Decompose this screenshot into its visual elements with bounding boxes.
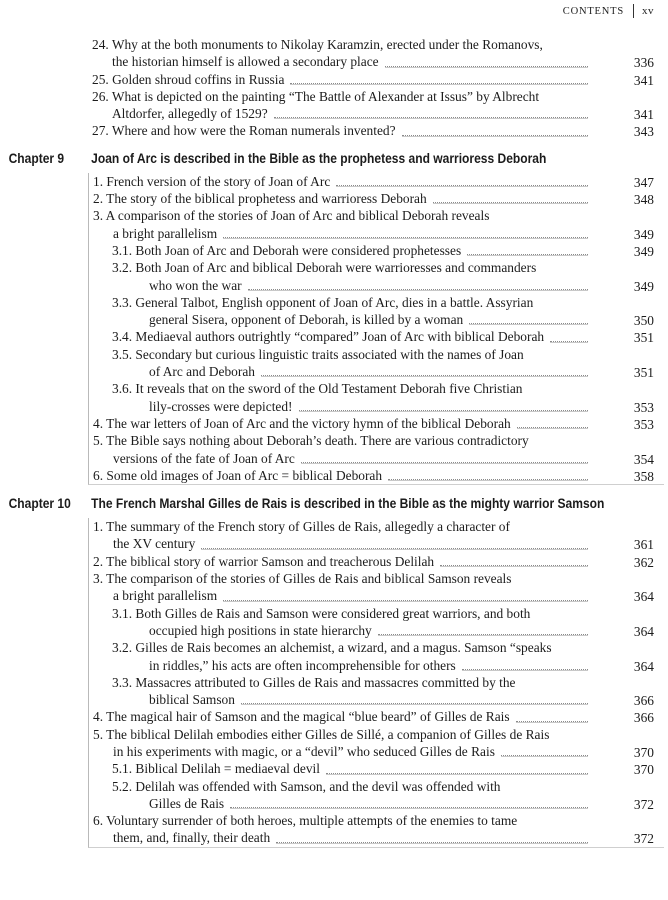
toc-entry-text: 3.4. Mediaeval authors outrightly “compared” Joan of Arc with biblical Deborah <box>112 329 545 345</box>
toc-entry-line <box>112 674 624 691</box>
dot-leader <box>223 237 588 238</box>
toc-entry[interactable] <box>89 570 664 605</box>
toc-page-number: 362 <box>633 554 654 570</box>
toc-entry[interactable] <box>89 432 664 467</box>
toc-page-number: 370 <box>633 744 654 760</box>
toc-entry-text: 6. Some old images of Joan of Arc = biblical Deborah <box>93 467 383 483</box>
toc-page-number: 353 <box>633 399 654 415</box>
toc-entry-text: in riddles,” his acts are often incomprehensible for others <box>149 657 456 673</box>
toc-entry-text: 3.6. It reveals that on the sword of the Old Testament Deborah five Christian <box>112 381 523 397</box>
toc-entry-text: biblical Samson <box>149 692 235 708</box>
toc-entry[interactable] <box>89 674 664 709</box>
toc-entry-text: occupied high positions in state hierarchy <box>149 622 372 638</box>
running-head-page-number: xv <box>642 5 654 17</box>
toc-page-number: 361 <box>633 537 654 553</box>
toc-entry-last-line <box>92 122 624 139</box>
toc-entry-line <box>92 36 624 53</box>
toc-entry-last-line <box>93 173 624 190</box>
toc-entry[interactable] <box>89 553 664 570</box>
toc-entry-text: 5. The biblical Delilah embodies either Gilles de Sillé, a companion of Gilles de Rais <box>93 726 550 742</box>
toc-entry[interactable] <box>88 122 664 139</box>
toc-entry-text: a bright parallelism <box>113 588 218 604</box>
toc-entry-text: 26. What is depicted on the painting “The Battle of Alexander at Issus” by Albrecht <box>92 88 540 104</box>
chapter-heading[interactable] <box>0 148 574 170</box>
toc-page-number: 347 <box>633 174 654 190</box>
toc-entry-line <box>93 726 624 743</box>
toc-entry-line <box>112 639 624 656</box>
toc-entry-last-line <box>112 760 624 777</box>
toc-entry-last-line <box>93 587 624 604</box>
toc-entry-text: 3.3. Massacres attributed to Gilles de Rais and massacres committed by the <box>112 674 516 690</box>
toc-entry-line <box>93 570 624 587</box>
dot-leader <box>467 254 588 255</box>
dot-leader <box>241 703 588 704</box>
toc-entry-text: of Arc and Deborah <box>149 364 255 380</box>
dot-leader <box>433 202 588 203</box>
chapter-entries <box>88 173 664 485</box>
toc-page-number: 349 <box>633 243 654 259</box>
toc-entry-text: 2. The biblical story of warrior Samson and treacherous Delilah <box>93 553 435 569</box>
dot-leader <box>301 462 588 463</box>
toc-entry-last-line <box>93 190 624 207</box>
toc-entry[interactable] <box>89 207 664 242</box>
toc-entry[interactable] <box>89 778 664 813</box>
toc-entry[interactable] <box>88 71 664 88</box>
toc-entry-text: Altdorfer, allegedly of 1529? <box>112 106 268 122</box>
toc-entry[interactable] <box>88 88 664 123</box>
toc-page-number: 341 <box>633 107 654 123</box>
toc-entry-line <box>112 380 624 397</box>
toc-entry-line <box>93 518 624 535</box>
toc-entry-text: 25. Golden shroud coffins in Russia <box>92 71 285 87</box>
toc-entry[interactable] <box>89 190 664 207</box>
toc-entry-text: 3.2. Gilles de Rais becomes an alchemist, a wizard, and a magus. Samson “speaks <box>112 640 552 656</box>
toc-page-number: 372 <box>633 796 654 812</box>
toc-entry-text: 24. Why at the both monuments to Nikolay Karamzin, erected under the Romanovs, <box>92 37 543 52</box>
toc-page-number: 348 <box>633 192 654 208</box>
dot-leader <box>385 66 588 67</box>
toc-entry-line <box>112 294 624 311</box>
toc-entry[interactable] <box>89 242 664 259</box>
dot-leader <box>261 375 588 376</box>
dot-leader <box>462 669 588 670</box>
dot-leader <box>402 135 588 136</box>
toc-page-number: 364 <box>633 589 654 605</box>
toc-entry-last-line <box>93 743 624 760</box>
dot-leader <box>274 117 588 118</box>
toc-entry-line <box>112 259 624 276</box>
toc-entry-last-line <box>93 829 624 846</box>
toc-entry[interactable] <box>89 294 664 329</box>
dot-leader <box>248 289 588 290</box>
toc-entry-text: the XV century <box>113 536 196 552</box>
toc-entry-text: 5.1. Biblical Delilah = mediaeval devil <box>112 761 320 777</box>
toc-entry-text: Gilles de Rais <box>149 795 225 811</box>
toc-entry-last-line <box>93 467 624 484</box>
table-of-contents <box>0 36 668 848</box>
toc-page-number: 366 <box>633 693 654 709</box>
toc-entry-last-line <box>112 363 624 380</box>
toc-entry-text: lily-crosses were depicted! <box>149 398 293 414</box>
dot-leader <box>378 634 588 635</box>
toc-entry-last-line <box>112 242 624 259</box>
toc-entry-text: 1. French version of the story of Joan of Arc <box>93 173 331 189</box>
chapter-title: The French Marshal Gilles de Rais is described in the Bible as the mighty warrior Samson <box>91 495 605 512</box>
toc-page-number: 351 <box>633 365 654 381</box>
toc-entry-last-line <box>93 708 624 725</box>
toc-entry[interactable] <box>89 639 664 674</box>
toc-entry[interactable] <box>89 415 664 432</box>
toc-entry-last-line <box>112 691 624 708</box>
toc-entry-text: who won the war <box>149 277 242 293</box>
chapter-label: Chapter 10 <box>8 495 71 512</box>
toc-entry-text: 3.1. Both Joan of Arc and Deborah were considered prophetesses <box>112 242 462 258</box>
previous-chapter-entries <box>88 36 664 140</box>
toc-page-number: 354 <box>633 451 654 467</box>
dot-leader <box>440 565 588 566</box>
toc-page-number: 349 <box>633 278 654 294</box>
dot-leader <box>223 600 588 601</box>
toc-entry-text: 3. A comparison of the stories of Joan of Arc and biblical Deborah reveals <box>93 208 490 224</box>
toc-entry-text: 3.5. Secondary but curious linguistic traits associated with the names of Joan <box>112 346 524 362</box>
toc-entry[interactable] <box>89 380 664 415</box>
dot-leader <box>290 83 588 84</box>
toc-entry[interactable] <box>89 760 664 777</box>
toc-entry-text: versions of the fate of Joan of Arc <box>113 450 295 466</box>
dot-leader <box>336 185 588 186</box>
toc-entry-last-line <box>93 225 624 242</box>
toc-entry-last-line <box>93 450 624 467</box>
toc-entry[interactable] <box>89 605 664 640</box>
toc-page-number: 358 <box>633 468 654 484</box>
toc-entry[interactable] <box>88 36 664 71</box>
toc-entry-last-line <box>92 105 624 122</box>
toc-entry-last-line <box>112 795 624 812</box>
toc-page-number: 350 <box>633 313 654 329</box>
toc-page-number: 343 <box>633 124 654 140</box>
toc-entry-text: the historian himself is allowed a secondary place <box>112 54 379 70</box>
toc-entry-text: a bright parallelism <box>113 225 218 241</box>
running-head-divider <box>633 4 634 18</box>
dot-leader <box>276 842 588 843</box>
chapter-entries <box>88 518 664 848</box>
toc-entry-last-line <box>93 535 624 552</box>
toc-entry-text: general Sisera, opponent of Deborah, is killed by a woman <box>149 312 464 328</box>
toc-entry-text: 3. The comparison of the stories of Gilles de Rais and biblical Samson reveals <box>93 571 512 587</box>
toc-entry[interactable] <box>89 173 664 190</box>
toc-entry-text: 3.1. Both Gilles de Rais and Samson were considered great warriors, and both <box>112 605 531 621</box>
toc-entry[interactable] <box>89 726 664 761</box>
toc-entry-line <box>92 88 624 105</box>
toc-entry-last-line <box>92 53 624 70</box>
toc-page-number: 370 <box>633 762 654 778</box>
toc-entry-text: 4. The war letters of Joan of Arc and the victory hymn of the biblical Deborah <box>93 415 511 431</box>
toc-entry-last-line <box>112 328 624 345</box>
toc-entry-last-line <box>112 277 624 294</box>
toc-entry-text: 2. The story of the biblical prophetess and warrioress Deborah <box>93 191 427 207</box>
dot-leader <box>501 755 588 756</box>
toc-page-number: 349 <box>633 226 654 242</box>
chapter-heading[interactable] <box>0 493 605 515</box>
toc-entry-text: 1. The summary of the French story of Gilles de Rais, allegedly a character of <box>93 519 510 535</box>
toc-page-number: 364 <box>633 623 654 639</box>
toc-entry-last-line <box>93 415 624 432</box>
chapter-title: Joan of Arc is described in the Bible as the prophetess and warrioress Deborah <box>91 149 547 166</box>
toc-entry-last-line <box>112 311 624 328</box>
dot-leader <box>517 427 588 428</box>
toc-entry[interactable] <box>89 346 664 381</box>
toc-entry-line <box>93 207 624 224</box>
dot-leader <box>388 479 588 480</box>
dot-leader <box>299 410 588 411</box>
toc-entry-text: them, and, finally, their death <box>113 830 271 846</box>
toc-entry-text: 4. The magical hair of Samson and the magical “blue beard” of Gilles de Rais <box>93 709 510 725</box>
toc-entry-last-line <box>112 398 624 415</box>
toc-entry[interactable] <box>89 812 664 847</box>
running-head <box>563 4 654 18</box>
dot-leader <box>516 721 588 722</box>
toc-entry[interactable] <box>89 518 664 553</box>
dot-leader <box>469 323 588 324</box>
toc-entry-line <box>93 812 624 829</box>
chapter-label: Chapter 9 <box>8 149 65 166</box>
toc-entry[interactable] <box>89 328 664 345</box>
toc-entry-line <box>112 605 624 622</box>
toc-entry-text: in his experiments with magic, or a “devil” who seduced Gilles de Rais <box>113 743 495 759</box>
toc-entry-line <box>93 432 624 449</box>
toc-entry[interactable] <box>89 708 664 725</box>
dot-leader <box>230 807 588 808</box>
toc-page-number: 372 <box>633 831 654 847</box>
toc-page-number: 341 <box>633 72 654 88</box>
toc-entry-last-line <box>93 553 624 570</box>
dot-leader <box>201 548 588 549</box>
toc-entry-line <box>112 778 624 795</box>
toc-entry-text: 3.3. General Talbot, English opponent of Joan of Arc, dies in a battle. Assyrian <box>112 294 534 310</box>
toc-page-number: 353 <box>633 416 654 432</box>
toc-page-number: 351 <box>633 330 654 346</box>
toc-entry-last-line <box>112 657 624 674</box>
toc-entry-text: 5. The Bible says nothing about Deborah’s death. There are various contradictory <box>93 433 529 449</box>
toc-page-number: 364 <box>633 658 654 674</box>
running-head-section: CONTENTS <box>562 5 624 17</box>
toc-entry-text: 3.2. Both Joan of Arc and biblical Deborah were warrioresses and commanders <box>112 260 537 276</box>
toc-entry-text: 27. Where and how were the Roman numerals invented? <box>92 123 396 139</box>
dot-leader <box>550 341 588 342</box>
dot-leader <box>326 773 588 774</box>
toc-entry-text: 5.2. Delilah was offended with Samson, and the devil was offended with <box>112 778 501 794</box>
toc-page-number: 336 <box>633 55 654 71</box>
toc-entry-last-line <box>92 71 624 88</box>
toc-entry-text: 6. Voluntary surrender of both heroes, multiple attempts of the enemies to tame <box>93 813 518 829</box>
toc-entry-line <box>112 346 624 363</box>
toc-page-number: 366 <box>633 710 654 726</box>
toc-entry[interactable] <box>89 259 664 294</box>
toc-entry-last-line <box>112 622 624 639</box>
toc-entry[interactable] <box>89 467 664 484</box>
